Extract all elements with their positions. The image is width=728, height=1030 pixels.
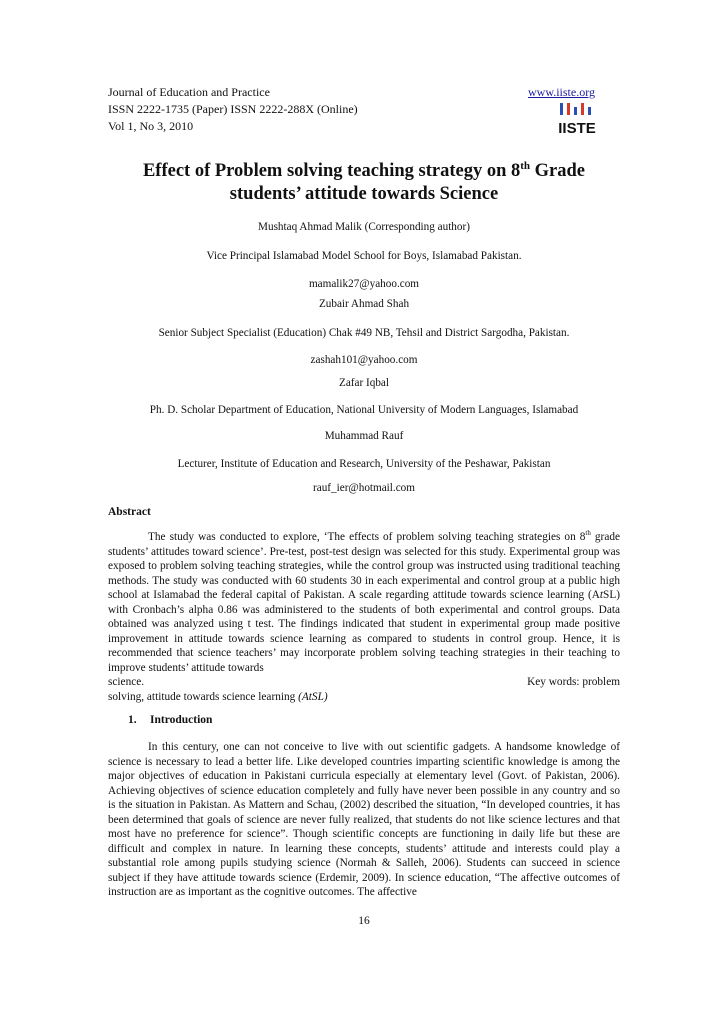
author-email: mamalik27@yahoo.com bbox=[308, 278, 420, 290]
author-affiliation: Vice Principal Islamabad Model School for Boys, Islamabad Pakistan. bbox=[206, 250, 522, 262]
keywords-line: science. Key words: problem bbox=[108, 676, 620, 689]
journal-header bbox=[108, 84, 628, 135]
author-affiliation: Lecturer, Institute of Education and Research, University of the Peshawar, Pakistan bbox=[177, 458, 551, 470]
paper-title: Effect of Problem solving teaching strategy on 8th Grade students’ attitude towards Science bbox=[142, 159, 586, 204]
introduction-heading: 1. Introduction bbox=[128, 714, 213, 726]
journal-issn: ISSN 2222-1735 (Paper) ISSN 2222-288X (Online) bbox=[108, 102, 358, 116]
author-name: Zafar Iqbal bbox=[339, 377, 389, 389]
journal-name: Journal of Education and Practice bbox=[108, 85, 270, 99]
abstract-heading: Abstract bbox=[108, 506, 151, 518]
journal-volume: Vol 1, No 3, 2010 bbox=[108, 119, 194, 133]
journal-url-link[interactable]: www.iiste.org bbox=[528, 85, 595, 99]
author-affiliation: Senior Subject Specialist (Education) Chak #49 NB, Tehsil and District Sargodha, Pakistan. bbox=[158, 327, 570, 339]
keywords-continued: solving, attitude towards science learning (AtSL) bbox=[108, 691, 328, 704]
author-affiliation: Ph. D. Scholar Department of Education, National University of Modern Languages, Islamabad bbox=[149, 404, 579, 416]
svg-text:IISTE: IISTE bbox=[558, 120, 596, 137]
author-name: Mushtaq Ahmad Malik (Corresponding author) bbox=[258, 221, 470, 233]
iiste-logo bbox=[555, 101, 599, 137]
author-email: rauf_ier@hotmail.com bbox=[313, 482, 415, 494]
abstract-body: The study was conducted to explore, ‘The effects of problem solving teaching strategies on 8th grade students’ attitudes toward science’. Pre-test, post-test design was selected for this study. Experimental group was exposed to problem solving teaching strategies, while the control group was instructed using traditional teaching methods. The study was conducted with 60 students 30 in each experimental and control group at a public high school at Islamabad the federal capital of Pakistan. A scale regarding attitude towards science learning (AtSL) with Cronbach’s alpha 0.86 was administered to the students of both experimental and control groups. Data obtained was analyzed using t test. The findings indicated that student in experimental group made positive improvement in attitude towards science learning as compared to students in control group. Hence, it is recommended that science teachers’ may incorporate problem solving teaching strategies in their teaching to improve students’ attitude towards science. Key words: problem solving, attitude towards science learning (AtSL) bbox=[108, 529, 620, 704]
author-name: Muhammad Rauf bbox=[324, 430, 404, 442]
author-email: zashah101@yahoo.com bbox=[310, 354, 418, 366]
introduction-body: In this century, one can not conceive to live with out scientific gadgets. A handsome knowledge of science is necessary to lead a better life. Like developed countries imparting scientific knowledge is among the major objectives of education in Pakistani curricula especially at elementary level (Govt. of Pakistan, 2006). Achieving objectives of science education completely and fully have never been possible in any country and so is the situation in Pakistan. As Mattern and Schau, (2002) described the situation, “In developed countries, it has been determined that goals of science are never fully realized, that students do not like science lectures and that most have no preference for science”. Though scientific concepts are functioning in daily life but these are difficult and complex in nature. In learning these concepts, students’ attitude and interests could play a substantial role among pupils studying science (Normah & Salleh, 2006). Students can succeed in science subject if they have attitude towards science (Erdemir, 2009). In science education, “The affective outcomes of instruction are as important as the cognitive outcomes. The affective bbox=[108, 741, 620, 899]
page-number: 16 bbox=[358, 915, 370, 927]
author-name: Zubair Ahmad Shah bbox=[318, 298, 410, 310]
